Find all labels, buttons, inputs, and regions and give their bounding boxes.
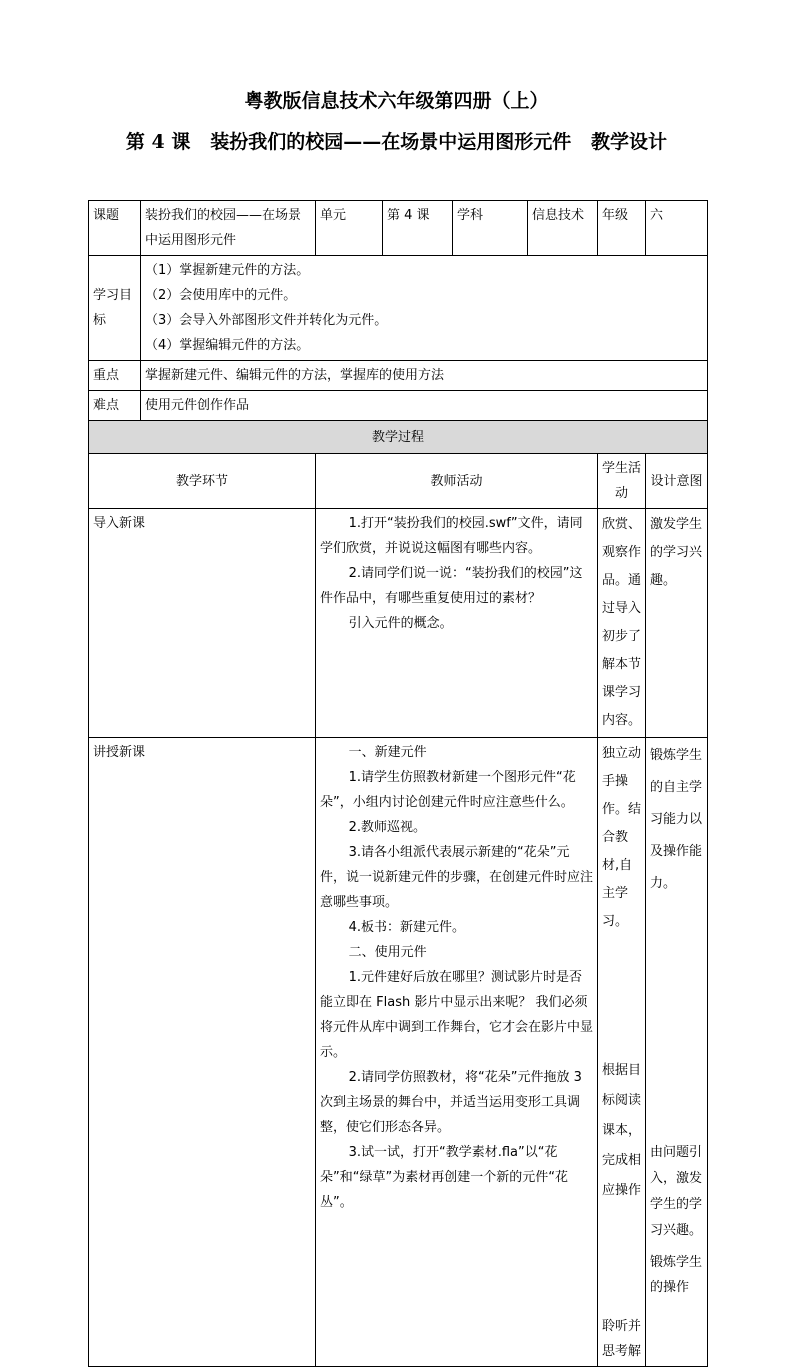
- design-intent: [646, 738, 708, 1367]
- teacher-step: 4.板书：新建元件。: [348, 920, 465, 935]
- stage-name: 讲授新课: [89, 738, 316, 1367]
- objectives-row: [89, 256, 708, 361]
- stage-row: [89, 509, 708, 738]
- process-header-row: [89, 421, 708, 454]
- teacher-step: 3.请各小组派代表展示新建的“花朵”元件，说一说新建元件的步骤，在创建元件时应注意哪些事项。: [320, 845, 594, 910]
- teacher-step: 一、新建元件: [348, 745, 427, 760]
- student-text: 根据目标阅读课本，完成相应操作: [602, 1063, 642, 1198]
- difficulty-label: 难点: [89, 391, 141, 421]
- student-text: 聆听并思考解: [602, 1319, 642, 1359]
- document-title: 粤教版信息技术六年级第四册（上）: [244, 90, 549, 112]
- spacer: [602, 936, 641, 1056]
- teacher-step: 引入元件的概念。: [348, 616, 453, 631]
- spacer: [602, 1206, 641, 1314]
- objective-item: （3）会导入外部图形文件并转化为元件。: [145, 313, 388, 328]
- student-text: 欣赏、观察作品。通过导入初步了解本节课学习内容。: [602, 517, 642, 728]
- teacher-activity: [316, 738, 598, 1367]
- grade-label: 年级: [598, 201, 646, 256]
- teacher-step: 1.打开“装扮我们的校园.swf”文件，请同学们欣赏，并说说这幅图有哪些内容。: [320, 516, 583, 556]
- grade-value: 六: [646, 201, 708, 256]
- spacer: [650, 900, 703, 1140]
- teacher-step: 1.请学生仿照教材新建一个图形元件“花朵”，小组内讨论创建元件时应注意些什么。: [320, 770, 576, 810]
- difficulty-value: 使用元件创作作品: [141, 391, 708, 421]
- key-point-value: 掌握新建元件、编辑元件的方法，掌握库的使用方法: [141, 361, 708, 391]
- stage-name: 导入新课: [89, 509, 316, 738]
- lesson-plan-table: [88, 200, 708, 1367]
- objectives-list: [141, 256, 708, 361]
- intent-text: 锻炼学生的操作: [650, 1255, 703, 1295]
- teacher-step: 2.请同学们说一说：“装扮我们的校园”这件作品中，有哪些重复使用过的素材？: [320, 566, 583, 606]
- topic-value: 装扮我们的校园——在场景中运用图形元件: [141, 201, 316, 256]
- col-stage: 教学环节: [89, 454, 316, 509]
- teacher-step: 2.请同学仿照教材，将“花朵”元件拖放 3 次到主场景的舞台中，并适当运用变形工具调整，使它们形态各异。: [320, 1070, 582, 1135]
- unit-label: 单元: [316, 201, 383, 256]
- teacher-step: 3.试一试，打开“教学素材.fla”以“花朵”和“绿草”为素材再创建一个新的元件“花丛”。: [320, 1145, 568, 1210]
- student-text: 独立动手操作。结合教材,自主学习。: [602, 746, 642, 929]
- teacher-activity: [316, 509, 598, 738]
- stage-row: [89, 738, 708, 1367]
- objective-item: （4）掌握编辑元件的方法。: [145, 338, 310, 353]
- student-activity: [598, 509, 646, 738]
- unit-value: 第 4 课: [383, 201, 453, 256]
- col-student: 学生活动: [598, 454, 646, 509]
- col-intent: 设计意图: [646, 454, 708, 509]
- teacher-step: 1.元件建好后放在哪里？测试影片时是否能立即在 Flash 影片中显示出来呢？ 我们必须将元件从库中调到工作舞台，它才会在影片中显示。: [320, 970, 594, 1060]
- col-teacher: 教师活动: [316, 454, 598, 509]
- process-header: 教学过程: [89, 421, 708, 454]
- key-point-label: 重点: [89, 361, 141, 391]
- lesson-title: 第 4 课 装扮我们的校园——在场景中运用图形元件 教学设计: [125, 131, 668, 153]
- design-intent: [646, 509, 708, 738]
- intent-text: 激发学生的学习兴趣。: [650, 517, 703, 588]
- difficulty-row: [89, 391, 708, 421]
- info-row: [89, 201, 708, 256]
- teacher-step: 2.教师巡视。: [348, 820, 426, 835]
- intent-text: 锻炼学生的自主学习能力以及操作能力。: [650, 748, 703, 891]
- objectives-label: 学习目标: [89, 256, 141, 361]
- teacher-step: 二、使用元件: [348, 945, 427, 960]
- key-point-row: [89, 361, 708, 391]
- topic-label: 课题: [89, 201, 141, 256]
- student-activity: [598, 738, 646, 1367]
- objective-item: （1）掌握新建元件的方法。: [145, 263, 310, 278]
- process-columns-row: [89, 454, 708, 509]
- objective-item: （2）会使用库中的元件。: [145, 288, 297, 303]
- intent-text: 由问题引入，激发学生的学习兴趣。: [650, 1145, 703, 1238]
- subject-value: 信息技术: [528, 201, 598, 256]
- subject-label: 学科: [453, 201, 528, 256]
